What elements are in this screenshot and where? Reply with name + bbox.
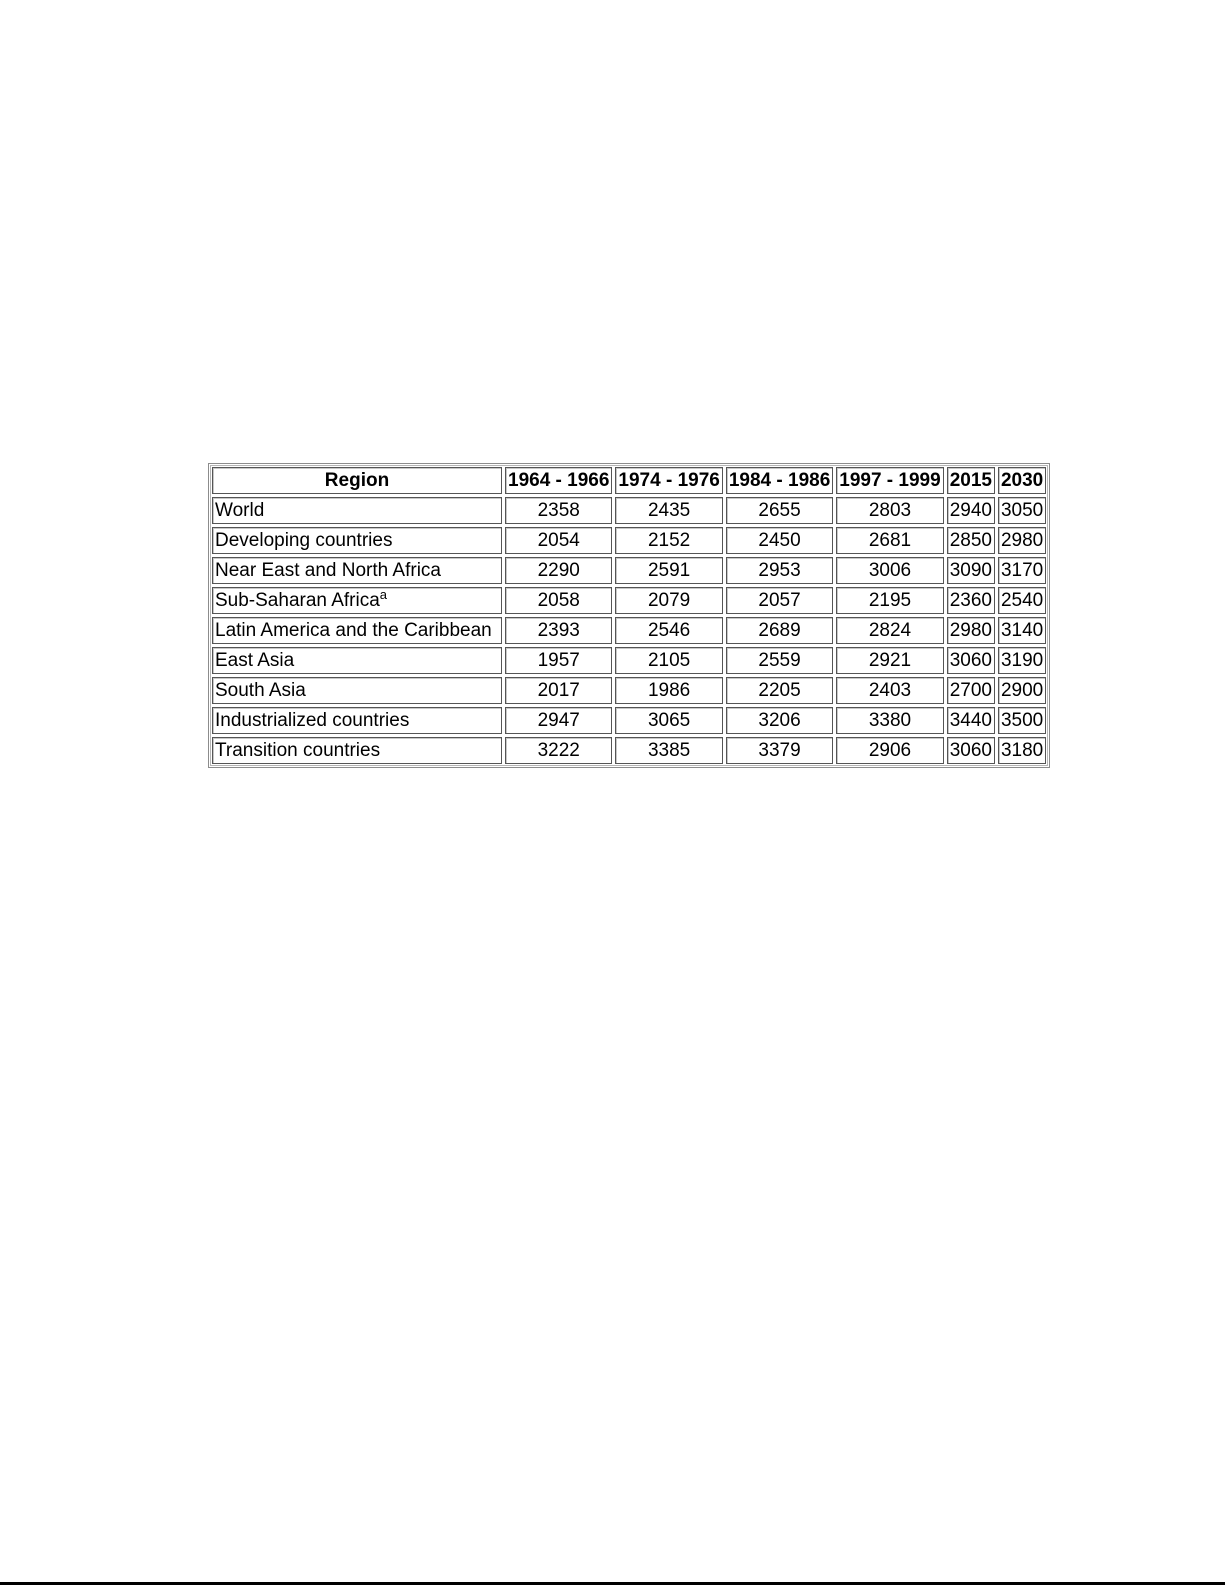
value-cell: 2655: [726, 497, 833, 524]
value-cell: 3090: [947, 557, 995, 584]
region-name: Industrialized countries: [215, 710, 410, 731]
region-name: South Asia: [215, 680, 306, 701]
value-cell: 2980: [998, 527, 1046, 554]
value-cell: 2054: [505, 527, 612, 554]
value-cell: 2058: [505, 587, 612, 614]
calorie-table: [208, 463, 1050, 768]
region-cell: [212, 707, 502, 734]
value-cell: 2681: [836, 527, 943, 554]
region-cell: [212, 527, 502, 554]
value-cell: 2205: [726, 677, 833, 704]
value-cell: 2921: [836, 647, 943, 674]
table-row: [212, 737, 1046, 764]
value-cell: 2152: [615, 527, 722, 554]
region-cell: [212, 587, 502, 614]
value-cell: 2980: [947, 617, 995, 644]
region-cell: [212, 647, 502, 674]
region-cell: [212, 497, 502, 524]
value-cell: 3379: [726, 737, 833, 764]
header-1964-1966: 1964 - 1966: [505, 467, 612, 494]
region-name: Near East and North Africa: [215, 560, 441, 581]
value-cell: 2689: [726, 617, 833, 644]
value-cell: 2358: [505, 497, 612, 524]
header-1974-1976: 1974 - 1976: [615, 467, 722, 494]
value-cell: 3060: [947, 737, 995, 764]
value-cell: 3385: [615, 737, 722, 764]
value-cell: 2450: [726, 527, 833, 554]
region-name: East Asia: [215, 650, 295, 671]
value-cell: 2700: [947, 677, 995, 704]
region-cell: [212, 677, 502, 704]
value-cell: 2195: [836, 587, 943, 614]
value-cell: 2591: [615, 557, 722, 584]
value-cell: 2850: [947, 527, 995, 554]
region-name: Developing countries: [215, 530, 393, 551]
value-cell: 2403: [836, 677, 943, 704]
value-cell: 2079: [615, 587, 722, 614]
value-cell: 3500: [998, 707, 1046, 734]
value-cell: 3060: [947, 647, 995, 674]
value-cell: 2953: [726, 557, 833, 584]
value-cell: 3050: [998, 497, 1046, 524]
table-container: [208, 463, 1050, 768]
table-row: [212, 587, 1046, 614]
table-row: [212, 557, 1046, 584]
header-2015: 2015: [947, 467, 995, 494]
value-cell: 3170: [998, 557, 1046, 584]
value-cell: 2393: [505, 617, 612, 644]
value-cell: 3440: [947, 707, 995, 734]
value-cell: 1986: [615, 677, 722, 704]
region-cell: [212, 617, 502, 644]
value-cell: 1957: [505, 647, 612, 674]
region-name: Transition countries: [215, 740, 381, 761]
table-row: [212, 677, 1046, 704]
header-region: Region: [212, 467, 502, 494]
value-cell: 3006: [836, 557, 943, 584]
value-cell: 2906: [836, 737, 943, 764]
value-cell: 2947: [505, 707, 612, 734]
value-cell: 2105: [615, 647, 722, 674]
value-cell: 2057: [726, 587, 833, 614]
value-cell: 2540: [998, 587, 1046, 614]
region-name: World: [215, 500, 265, 521]
value-cell: 2559: [726, 647, 833, 674]
value-cell: 2824: [836, 617, 943, 644]
table-row: [212, 617, 1046, 644]
value-cell: 2900: [998, 677, 1046, 704]
region-cell: [212, 557, 502, 584]
value-cell: 2360: [947, 587, 995, 614]
table-header: [212, 467, 1046, 494]
value-cell: 3222: [505, 737, 612, 764]
value-cell: 2290: [505, 557, 612, 584]
header-1984-1986: 1984 - 1986: [726, 467, 833, 494]
value-cell: 3180: [998, 737, 1046, 764]
header-1997-1999: 1997 - 1999: [836, 467, 943, 494]
value-cell: 2803: [836, 497, 943, 524]
value-cell: 2546: [615, 617, 722, 644]
region-name: Latin America and the Caribbean: [215, 620, 492, 641]
value-cell: 3065: [615, 707, 722, 734]
table-row: [212, 527, 1046, 554]
value-cell: 3190: [998, 647, 1046, 674]
table-row: [212, 707, 1046, 734]
header-2030: 2030: [998, 467, 1046, 494]
table-row: [212, 497, 1046, 524]
value-cell: 3206: [726, 707, 833, 734]
value-cell: 2435: [615, 497, 722, 524]
value-cell: 2017: [505, 677, 612, 704]
value-cell: 3380: [836, 707, 943, 734]
header-row: [212, 467, 1046, 494]
footnote-marker: a: [379, 587, 387, 602]
table-body: [212, 497, 1046, 764]
value-cell: 3140: [998, 617, 1046, 644]
value-cell: 2940: [947, 497, 995, 524]
table-row: [212, 647, 1046, 674]
region-cell: [212, 737, 502, 764]
region-name: Sub-Saharan Africa: [215, 590, 380, 611]
